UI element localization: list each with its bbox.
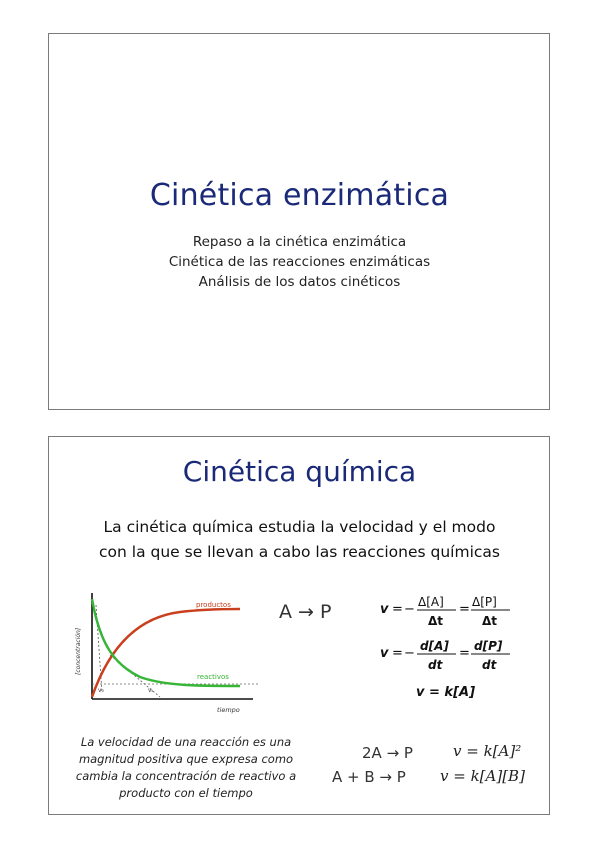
slide2-title: Cinética química (182, 455, 417, 488)
reaction-2A: 2A → P (362, 744, 413, 762)
slide2-lead-line: La cinética química estudia la velocidad y el modo (103, 518, 496, 536)
v0-label: v₀ (98, 687, 104, 694)
concentration-graph (70, 585, 260, 720)
rate-equations (376, 590, 526, 710)
productos-label: productos (196, 601, 231, 609)
slide2-lead-line: con la que se llevan a cabo las reacciones químicas (99, 543, 500, 561)
slide1-title: Cinética enzimática (149, 178, 450, 213)
reactivos-label: reactivos (197, 673, 229, 681)
equals: = (392, 602, 403, 617)
minus: − (404, 602, 415, 617)
slide1-subtitle-line: Análisis de los datos cinéticos (198, 274, 401, 290)
delta-t: Δt (482, 614, 498, 628)
equals: = (459, 646, 470, 661)
equals: = (392, 646, 403, 661)
slide1-subtitle-line: Repaso a la cinética enzimática (192, 234, 407, 250)
v-symbol: v (380, 602, 389, 617)
rate-AB: v = k[A][B] (440, 767, 525, 785)
slide2-lead (60, 515, 539, 565)
x-axis-label: tiempo (217, 706, 240, 714)
delta-P: Δ[P] (472, 595, 497, 609)
slide1-subtitle (0, 232, 599, 292)
caption: La velocidad de una reacción es una magnitud positiva que expresa como cambia la concentración de reactivo a producto con el tiempo (75, 735, 297, 800)
vt-label: vₜ (148, 687, 154, 694)
minus: − (404, 646, 415, 661)
slide-1 (48, 33, 550, 410)
rate-law: v = k[A] (416, 685, 476, 700)
slide1-subtitle-line: Cinética de las reacciones enzimáticas (168, 254, 431, 270)
rate-2A: v = k[A]² (453, 742, 522, 760)
reaction-AB: A + B → P (332, 768, 406, 786)
y-axis-label: [concentración] (75, 627, 82, 675)
delta-t: Δt (428, 614, 444, 628)
delta-A: Δ[A] (418, 595, 444, 609)
dt: dt (482, 658, 497, 672)
reaction-main: A → P (279, 601, 332, 623)
equals: = (459, 602, 470, 617)
d-A: d[A] (420, 639, 449, 653)
v-symbol: v (380, 646, 389, 661)
d-P: d[P] (474, 639, 503, 653)
dt: dt (428, 658, 443, 672)
